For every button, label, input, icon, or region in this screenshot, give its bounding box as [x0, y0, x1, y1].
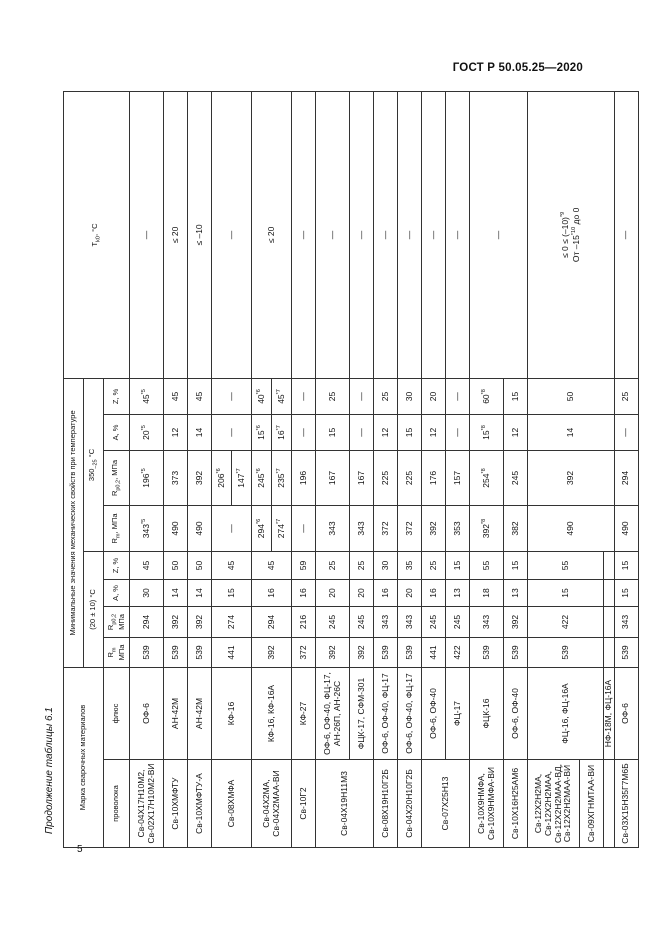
table-row [316, 91, 350, 847]
tk-cell: — [470, 91, 528, 378]
a-cell: 18 [470, 579, 504, 606]
a-cell: 14 [164, 579, 188, 606]
a-header: A, % [104, 579, 130, 606]
table-row [252, 91, 272, 847]
table-row [350, 91, 374, 847]
rm2-cell: 294$^{*6}$ [252, 505, 272, 551]
a2-cell: — [292, 414, 316, 450]
table-row [292, 91, 316, 847]
table-row [446, 91, 470, 847]
a2-cell: 14 [528, 414, 615, 450]
rp2-cell: 225 [374, 450, 398, 505]
tk-cell: — [446, 91, 470, 378]
wire-cell: Св-04Х2МА, Св-04Х2МАА-ВИ [252, 760, 292, 848]
wire-cell: Св-07Х25Н13 [422, 760, 470, 848]
flux-cell: ОФ-6, ОФ-40 [504, 667, 528, 759]
rm2-cell: 382 [504, 505, 528, 551]
flux-cell: ОФ-6, ОФ-40 [422, 667, 446, 759]
z-cell: 30 [374, 551, 398, 579]
rp-cell: 343 [470, 606, 504, 637]
a2-cell: 15 [316, 414, 350, 450]
rm2-cell: — [212, 505, 252, 551]
z-cell: 15 [614, 551, 638, 579]
rm-cell: 539 [130, 637, 164, 667]
z2-cell: 45 [188, 378, 212, 414]
rp-cell: 392 [504, 606, 528, 637]
table-row [398, 91, 422, 847]
flux-cell: ФЦ-16, ФЦ-16А [528, 667, 604, 759]
flux-cell: ФЦ-17 [446, 667, 470, 759]
wire-cell: Св-10ХМФТУ [164, 760, 188, 848]
z-cell: 50 [188, 551, 212, 579]
page-number: 5 [77, 844, 83, 855]
rm-header: $R_m$ МПа [104, 637, 130, 667]
rp-cell: 245 [316, 606, 350, 637]
rp2-cell: 196 [292, 450, 316, 505]
tk-cell: ≤ 20 [252, 91, 292, 378]
flux-cell: ОФ-6 [614, 667, 638, 759]
flux-cell: КФ-16, КФ-16А [252, 667, 292, 759]
wire-cell: Св-10Х9НМФА, Св-10Х9НМФА-ВИ [470, 760, 504, 848]
z-header: Z, % [104, 551, 130, 579]
rp-cell: 245 [350, 606, 374, 637]
rp2-cell: 392 [528, 450, 615, 505]
z2-cell: 45$^{*5}$ [130, 378, 164, 414]
rm2-cell: 353 [446, 505, 470, 551]
document-header: ГОСТ Р 50.05.25—2020 [452, 62, 583, 74]
z-cell: 25 [350, 551, 374, 579]
flux-cell: КФ-16 [212, 667, 252, 759]
wire-cell: Св-04Х20Н10Г2Б [398, 760, 422, 848]
rm2-cell: 372 [374, 505, 398, 551]
flux-cell: ОФ-6 [130, 667, 164, 759]
a-cell: 16 [292, 579, 316, 606]
tk-header: $T_{k0}$, °С [64, 91, 130, 378]
z2-cell: 60$^{*8}$ [470, 378, 504, 414]
z-cell: 55 [470, 551, 504, 579]
wire-cell: Св-10ХМФТУ-А [188, 760, 212, 848]
wire-cell: Св-10Х16Н25АМ6 [504, 760, 528, 848]
rp2-cell: 392 [188, 450, 212, 505]
rm2-cell: 372 [398, 505, 422, 551]
a2-cell: 20$^{*5}$ [130, 414, 164, 450]
tk-cell: — [398, 91, 422, 378]
wire-cell: Св-10Г2 [292, 760, 316, 848]
flux-cell: АН-42М [188, 667, 212, 759]
rm-cell: 372 [292, 637, 316, 667]
a2-cell: 16$^{*7}$ [272, 414, 292, 450]
rp-cell: 274 [212, 606, 252, 637]
rp2-cell: 373 [164, 450, 188, 505]
flux-cell: АН-42М [164, 667, 188, 759]
a-cell: 20 [350, 579, 374, 606]
rp-cell: 392 [188, 606, 212, 637]
z-cell: 55 [528, 551, 604, 579]
rp2-cell: 245$^{*6}$ [252, 450, 272, 505]
rp-cell: 245 [446, 606, 470, 637]
table-caption: Продолжение таблицы 6.1 [44, 707, 55, 834]
tk-cell: — [316, 91, 350, 378]
wire-cell [604, 760, 615, 848]
z2-cell: 40$^{*6}$ [252, 378, 272, 414]
z2-cell: — [446, 378, 470, 414]
table-row [164, 91, 188, 847]
table-row [188, 91, 212, 847]
rm-cell: 392 [350, 637, 374, 667]
a-cell: 13 [446, 579, 470, 606]
z2-cell: 25 [374, 378, 398, 414]
a-cell: 14 [188, 579, 212, 606]
rm2-cell: 392 [422, 505, 446, 551]
wire-cell: Св-09ХГНМТАА-ВИ [580, 760, 604, 848]
tk-cell: ≤ –10 [188, 91, 212, 378]
rp-cell: 245 [422, 606, 446, 637]
rp-cell: 343 [614, 606, 638, 637]
z2-cell: — [292, 378, 316, 414]
rp-cell: 343 [374, 606, 398, 637]
tk-cell: — [422, 91, 446, 378]
flux-header: флюс [104, 667, 130, 759]
tk-cell: ≤ $0 \le (-10)^{*9}$ От –15$^{*10}$ до 0 [528, 91, 615, 378]
a-cell: 15 [528, 579, 604, 606]
a2-cell: 15 [398, 414, 422, 450]
a2-cell: 12 [164, 414, 188, 450]
a-cell: 16 [252, 579, 292, 606]
a-cell: 30 [130, 579, 164, 606]
a-cell: 13 [504, 579, 528, 606]
table-row [374, 91, 398, 847]
flux-cell: ОФ-6, ОФ-40, ФЦ-17, АН-26П, АН-26С [316, 667, 350, 759]
rp-cell: 343 [398, 606, 422, 637]
grade-header: Марка сварочных материалов [64, 667, 104, 847]
rp2-cell: 206$^{*6}$ [212, 450, 232, 505]
table-row [470, 91, 504, 847]
rm-cell: 539 [470, 637, 504, 667]
flux-cell: ОФ-6, ОФ-40, ФЦ-17 [374, 667, 398, 759]
rp-header: $R_{p0,2}$ МПа [104, 606, 130, 637]
rm-cell: 539 [528, 637, 604, 667]
rp-cell: 216 [292, 606, 316, 637]
z-cell [604, 551, 615, 579]
flux-cell: ФЦК-17, СФМ-301 [350, 667, 374, 759]
flux-cell: НФ-18М, ФЦ-16А [604, 667, 615, 759]
rp2-cell: 235$^{*7}$ [272, 450, 292, 505]
rm-cell: 441 [422, 637, 446, 667]
rm-cell: 392 [316, 637, 350, 667]
a2-cell: — [446, 414, 470, 450]
wire-cell: Св-12Х2Н2МА, Св-12Х2Н2МАА, Св-12Х2Н2МАА-ВД, Св-12Х2Н2МАА-ВИ [528, 760, 580, 848]
rp-cell: 392 [164, 606, 188, 637]
rm-cell: 539 [374, 637, 398, 667]
rp2-cell: 167 [316, 450, 350, 505]
tk-cell: — [292, 91, 316, 378]
rm2-cell: 490 [188, 505, 212, 551]
tk-cell: — [614, 91, 638, 378]
z-cell: 15 [446, 551, 470, 579]
rp2-cell: 157 [446, 450, 470, 505]
z2-cell: — [350, 378, 374, 414]
rm2-cell: 490 [614, 505, 638, 551]
z-cell: 45 [212, 551, 252, 579]
flux-cell: ФЦК-16 [470, 667, 504, 759]
tk-cell: — [212, 91, 252, 378]
rm-cell: 539 [188, 637, 212, 667]
a2-cell: 14 [188, 414, 212, 450]
rotated-table-wrapper [63, 92, 631, 848]
a-cell: 15 [614, 579, 638, 606]
table-row [212, 91, 232, 847]
mechanical-properties-table [63, 91, 639, 848]
rm2-cell: 490 [164, 505, 188, 551]
rm-cell: 392 [252, 637, 292, 667]
rp-cell: 294 [130, 606, 164, 637]
table-row [614, 91, 638, 847]
rp2-cell: 196$^{*5}$ [130, 450, 164, 505]
z2-cell: 45$^{*7}$ [272, 378, 292, 414]
z2-cell: 25 [614, 378, 638, 414]
z2-cell: 15 [504, 378, 528, 414]
z-cell: 25 [422, 551, 446, 579]
z-cell: 59 [292, 551, 316, 579]
rm-cell: 539 [398, 637, 422, 667]
rm2-cell: 343$^{*5}$ [130, 505, 164, 551]
t20-header: (20 ± 10) °С [84, 551, 104, 667]
a2-cell: — [614, 414, 638, 450]
tk-cell: — [350, 91, 374, 378]
mech-header: Минимальные значения механических свойств при температуре [64, 378, 84, 667]
z-cell: 15 [504, 551, 528, 579]
tk-cell: — [374, 91, 398, 378]
a-cell: 20 [316, 579, 350, 606]
rp2-cell: 167 [350, 450, 374, 505]
flux-cell: ОФ-6, ОФ-40, ФЦ-17 [398, 667, 422, 759]
wire-header: проволока [104, 760, 130, 848]
rp2-cell: 176 [422, 450, 446, 505]
rm-cell: 539 [164, 637, 188, 667]
wire-cell: Св-04Х19Н11М3 [316, 760, 374, 848]
flux-cell: КФ-27 [292, 667, 316, 759]
a2-cell: 15$^{*8}$ [470, 414, 504, 450]
rm-cell: 539 [504, 637, 528, 667]
a2-cell: — [350, 414, 374, 450]
wire-cell: Св-04Х17Н10М2, Св-02Х17Н10М2-ВИ [130, 760, 164, 848]
a2-cell: — [212, 414, 252, 450]
a2-cell: 12 [374, 414, 398, 450]
rm2-cell: 490 [528, 505, 615, 551]
rm2-cell: 343 [350, 505, 374, 551]
z2-cell: 30 [398, 378, 422, 414]
rp2-cell: 147$^{*7}$ [232, 450, 252, 505]
rm-cell: 441 [212, 637, 252, 667]
z-cell: 35 [398, 551, 422, 579]
a-cell: 16 [422, 579, 446, 606]
rm2-cell: 274$^{*7}$ [272, 505, 292, 551]
table-row [422, 91, 446, 847]
z-cell: 50 [164, 551, 188, 579]
a-cell: 15 [212, 579, 252, 606]
rm-cell: 422 [446, 637, 470, 667]
a2-cell: 15$^{*6}$ [252, 414, 272, 450]
z2-header: Z, % [104, 378, 130, 414]
rp-cell: 422 [528, 606, 604, 637]
a2-cell: 12 [504, 414, 528, 450]
rp2-cell: 254$^{*8}$ [470, 450, 504, 505]
rp2-header: $R_{p0,2}$, МПа [104, 450, 130, 505]
z2-cell: 45 [164, 378, 188, 414]
wire-cell: Св-03Х15Н35Г7М6Б [614, 760, 638, 848]
table-row [130, 91, 164, 847]
a-cell: 20 [398, 579, 422, 606]
a-cell [604, 579, 615, 606]
rp2-cell: 245 [504, 450, 528, 505]
a2-header: A, % [104, 414, 130, 450]
rm-cell [604, 637, 615, 667]
wire-cell: Св-08Х19Н10Г2Б [374, 760, 398, 848]
z-cell: 45 [252, 551, 292, 579]
wire-cell: Св-08ХМФА [212, 760, 252, 848]
tk-cell: ≤ 20 [164, 91, 188, 378]
rm2-cell: 343 [316, 505, 350, 551]
rm-cell: 539 [614, 637, 638, 667]
a-cell: 16 [374, 579, 398, 606]
z2-cell: — [212, 378, 252, 414]
rm2-header: $R_m$, МПа [104, 505, 130, 551]
table-row [528, 91, 580, 847]
tk-cell: — [130, 91, 164, 378]
z2-cell: 50 [528, 378, 615, 414]
rp2-cell: 294 [614, 450, 638, 505]
rm2-cell: — [292, 505, 316, 551]
t350-header: $350_{-25}$ °С [84, 378, 104, 551]
z-cell: 45 [130, 551, 164, 579]
a2-cell: 12 [422, 414, 446, 450]
rm2-cell: 392$^{*8}$ [470, 505, 504, 551]
rp-cell [604, 606, 615, 637]
rp2-cell: 225 [398, 450, 422, 505]
rp-cell: 294 [252, 606, 292, 637]
z2-cell: 25 [316, 378, 350, 414]
z-cell: 25 [316, 551, 350, 579]
z2-cell: 20 [422, 378, 446, 414]
